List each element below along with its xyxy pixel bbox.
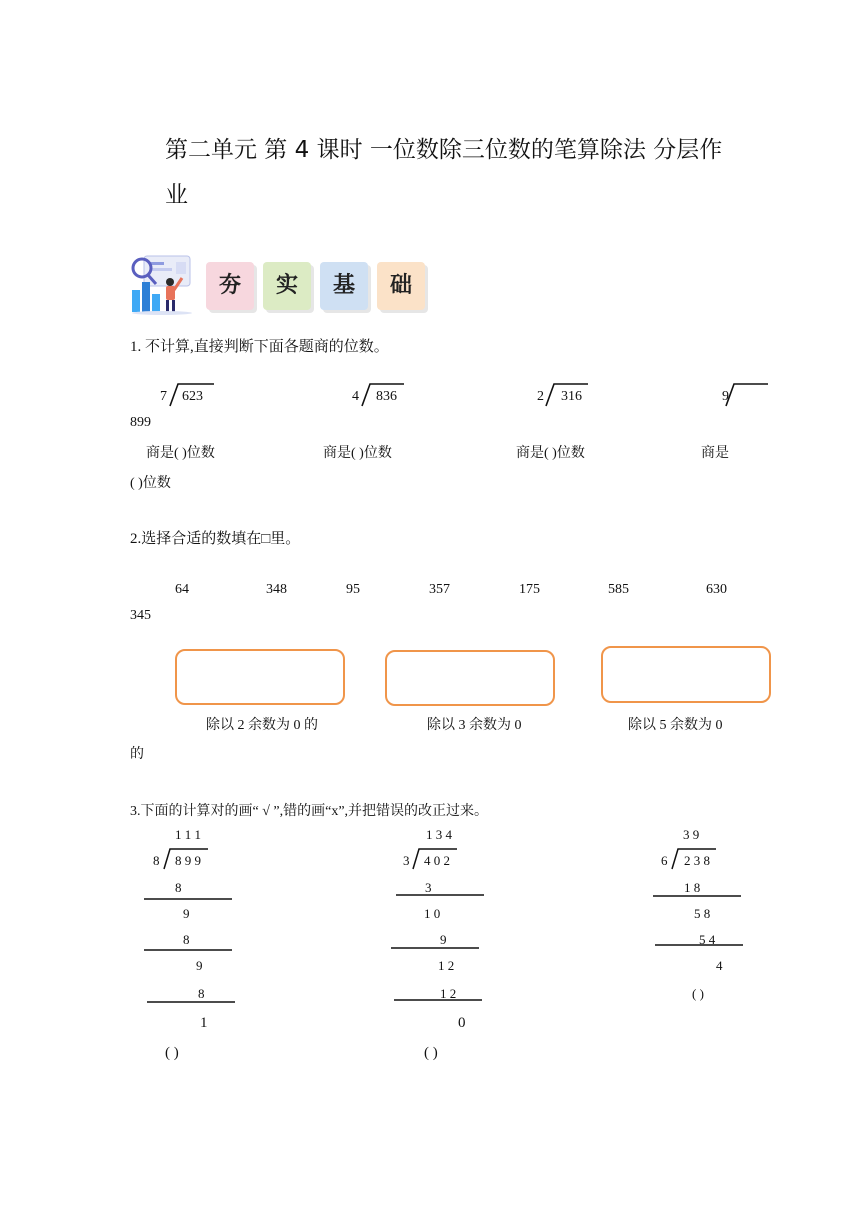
subtraction-line	[396, 893, 486, 897]
q1-prompt: 1. 不计算,直接判断下面各题商的位数。	[130, 339, 389, 355]
step: 1 2	[440, 986, 457, 1001]
banner-tile-2: 实	[263, 262, 311, 310]
page-title-line1: 第二单元 第 4 课时 一位数除三位数的笔算除法 分层作	[165, 137, 723, 163]
q1-answer-wrap: ( )位数	[130, 476, 171, 491]
dividend: 4 0 2	[424, 853, 450, 868]
step: 8	[198, 986, 205, 1001]
subtraction-line	[653, 894, 743, 898]
q1-dividend: 316	[561, 389, 582, 404]
answer-box-div2[interactable]	[175, 649, 345, 705]
q2-number: 175	[519, 582, 540, 597]
q1-divisor: 9	[722, 389, 729, 404]
q2-prompt: 2.选择合适的数填在□里。	[130, 531, 301, 547]
divisor: 3	[403, 853, 410, 868]
quotient: 1 1 1	[175, 827, 201, 842]
quotient: 1 3 4	[426, 827, 452, 842]
q1-divisor: 7	[160, 389, 167, 404]
subtraction-line	[655, 943, 745, 947]
q2-number: 64	[175, 582, 189, 597]
box-label-div3: 除以 3 余数为 0	[427, 718, 522, 733]
subtraction-line	[147, 1000, 239, 1004]
answer-box-div5[interactable]	[601, 646, 771, 703]
banner-tile-3: 基	[320, 262, 368, 310]
step: 1 0	[424, 906, 441, 921]
box-label-div5: 除以 5 余数为 0	[628, 718, 723, 733]
dividend: 2 3 8	[684, 853, 710, 868]
divisor: 8	[153, 853, 160, 868]
q2-number: 357	[429, 582, 450, 597]
subtraction-line	[391, 946, 481, 950]
step: 8	[175, 880, 182, 895]
step: 3	[425, 880, 432, 895]
step: 9	[196, 958, 203, 973]
q2-number: 95	[346, 582, 360, 597]
box-label-div2: 除以 2 余数为 0 的	[206, 718, 318, 733]
step: 1 8	[684, 880, 701, 895]
division-bracket-icon	[722, 382, 772, 408]
q1-answer: 商是( )位数	[146, 446, 215, 461]
remainder: 1	[200, 1015, 208, 1031]
remainder: 4	[716, 958, 723, 973]
q1-answer: 商是( )位数	[323, 446, 392, 461]
step: 5 8	[694, 906, 711, 921]
remainder: 0	[458, 1015, 466, 1031]
data-analysis-person-icon	[128, 252, 198, 316]
q2-number: 348	[266, 582, 287, 597]
subtraction-line	[394, 998, 486, 1002]
judge-answer: ( )	[165, 1045, 179, 1061]
subtraction-line	[144, 948, 234, 952]
banner-tile-1: 夯	[206, 262, 254, 310]
q3-prompt: 3.下面的计算对的画“ √ ”,错的画“x”,并把错误的改正过来。	[130, 804, 489, 819]
step: 5 4	[699, 932, 716, 947]
banner-tile-4: 础	[377, 262, 425, 310]
q1-dividend: 899	[130, 415, 151, 430]
judge-answer: ( )	[692, 986, 704, 1001]
step: 9	[440, 932, 447, 947]
q2-number: 585	[608, 582, 629, 597]
q1-answer: 商是	[701, 446, 729, 461]
judge-answer: ( )	[424, 1045, 438, 1061]
q1-dividend: 623	[182, 389, 203, 404]
step: 1 2	[438, 958, 455, 973]
dividend: 8 9 9	[175, 853, 201, 868]
q2-number: 345	[130, 608, 151, 623]
q1-divisor: 4	[352, 389, 359, 404]
box-label-wrap: 的	[130, 747, 144, 762]
answer-box-div3[interactable]	[385, 650, 555, 706]
subtraction-line	[144, 897, 234, 901]
q1-answer: 商是( )位数	[516, 446, 585, 461]
q1-dividend: 836	[376, 389, 397, 404]
q2-number: 630	[706, 582, 727, 597]
step: 8	[183, 932, 190, 947]
quotient: 3 9	[683, 827, 700, 842]
q1-divisor: 2	[537, 389, 544, 404]
page-title-line2: 业	[165, 182, 188, 208]
step: 9	[183, 906, 190, 921]
divisor: 6	[661, 853, 668, 868]
